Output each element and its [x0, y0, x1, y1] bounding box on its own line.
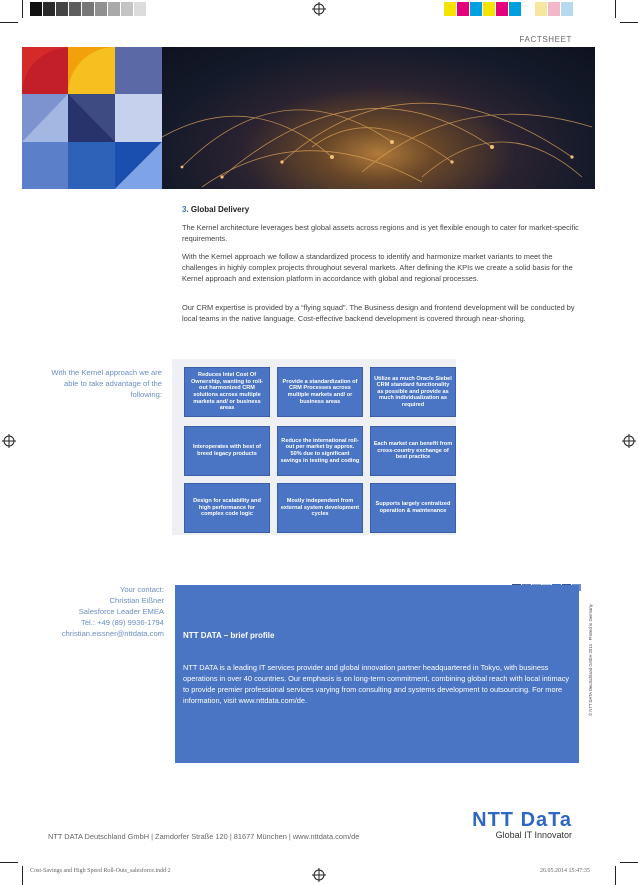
- advantage-box: Utilize as much Oracle Siebel CRM standard functionality as possible and provide as much individualization as required: [370, 367, 456, 417]
- registration-mark-icon: [622, 434, 636, 448]
- advantage-box: Supports largely centralized operation & maintenance: [370, 483, 456, 533]
- copyright-text: © NTT DATA Deutschland GmbH 2014 · Printed in Germany: [588, 604, 593, 716]
- contact-block: [20, 584, 164, 639]
- advantage-box: Reduces Intel Cost Of Ownership, wanting to roll-out harmonized CRM solutions across multiple markets and/ or business areas: [184, 367, 270, 417]
- color-swatch: [43, 2, 56, 16]
- print-slug-timestamp: 26.05.2014 15:47:35: [540, 868, 590, 874]
- color-swatch: [134, 2, 147, 16]
- color-swatch: [496, 2, 509, 16]
- print-color-bar: [30, 2, 147, 16]
- color-swatch: [548, 2, 561, 16]
- color-swatch: [522, 2, 535, 16]
- ntt-data-logo: [472, 810, 572, 840]
- factsheet-label: FACTSHEET: [519, 35, 572, 44]
- advantage-box: Provide a standardization of CRM Processes across multiple markets and/ or business areas: [277, 367, 363, 417]
- section-paragraph: With the Kernel approach we follow a standardized process to identify and harmonize market variants to meet the challenges in highly complex projects throughout several markets. After defining the KPIs we create a solid basis for the Kernel approach and extension platform in accordance with global and regional processes.: [182, 252, 573, 283]
- section-paragraph: Our CRM expertise is provided by a “flying squad”. The Business design and frontend development will be conducted by local teams in the native language. Cost-effective backend development is covered through near-shoring.: [182, 303, 575, 323]
- registration-mark-icon: [312, 2, 326, 16]
- section-title-text: Global Delivery: [190, 205, 250, 214]
- company-profile-panel: [175, 585, 579, 763]
- color-swatch: [509, 2, 522, 16]
- advantages-panel: [172, 359, 456, 535]
- crop-mark: [620, 862, 638, 863]
- registration-mark-icon: [312, 868, 326, 882]
- color-swatch: [470, 2, 483, 16]
- city-network-photo: [162, 47, 595, 189]
- color-swatch: [561, 2, 574, 16]
- color-swatch: [95, 2, 108, 16]
- section-number: 3.: [182, 205, 189, 214]
- logo-wordmark: NTT DaTa: [472, 809, 572, 831]
- contact-phone: Tel.: +49 (89) 9936-1794: [81, 618, 164, 627]
- contact-role: Salesforce Leader EMEA: [78, 607, 164, 616]
- copyright-notice: [584, 596, 596, 716]
- profile-text: NTT DATA is a leading IT services provider and global innovation partner headquartered in Tokyo, with business operations in over 40 countries. Our emphasis is on long-term commitment, combining global reach with local intimacy to provide premier professional services varying from consulting and systems development to outsourcing. For more information, visit www.nttdata.com/de.: [183, 663, 570, 705]
- logo-tagline: Global IT Innovator: [495, 830, 572, 840]
- contact-label: Your contact:: [119, 585, 164, 594]
- color-swatch: [108, 2, 121, 16]
- advantage-box: Mostly independent from external system development cycles: [277, 483, 363, 533]
- crop-mark: [615, 0, 616, 18]
- crop-mark: [0, 22, 18, 23]
- advantage-box: Each market can benefit from cross-country exchange of best practice: [370, 426, 456, 476]
- color-swatch: [121, 2, 134, 16]
- registration-mark-icon: [2, 434, 16, 448]
- color-swatch: [535, 2, 548, 16]
- contact-name: Christian Eißner: [109, 596, 164, 605]
- crop-mark: [22, 0, 23, 18]
- crop-mark: [22, 866, 23, 885]
- contact-email[interactable]: christian.eissner@nttdata.com: [61, 629, 164, 638]
- advantage-box: Interoperates with best of breed legacy products: [184, 426, 270, 476]
- color-swatch: [82, 2, 95, 16]
- color-swatch: [56, 2, 69, 16]
- section-paragraph: The Kernel architecture leverages best global assets across regions and is yet flexible enough to cater for market-specific requirements.: [182, 223, 579, 243]
- color-swatch: [30, 2, 43, 16]
- footer-address: NTT DATA Deutschland GmbH | Zamdorfer Straße 120 | 81677 München | www.nttdata.com/de: [48, 832, 360, 841]
- advantage-box: Design for scalability and high performance for complex code logic: [184, 483, 270, 533]
- color-swatch: [69, 2, 82, 16]
- color-swatch: [483, 2, 496, 16]
- section-title: [182, 205, 249, 214]
- advantage-box: Reduce the international roll-out per market by approx. 50% due to significant savings in testing and coding: [277, 426, 363, 476]
- crop-mark: [0, 862, 18, 863]
- color-swatch: [444, 2, 457, 16]
- color-swatch: [457, 2, 470, 16]
- print-color-bar: [444, 2, 574, 16]
- crop-mark: [620, 22, 638, 23]
- crop-mark: [615, 866, 616, 885]
- print-slug-filename: Cost-Savings and High Speed Roll-Outs_salesforce.indd 2: [30, 868, 171, 874]
- side-note: With the Kernel approach we are able to take advantage of the following:: [51, 368, 162, 399]
- geometric-pattern-graphic: [22, 47, 162, 189]
- profile-title: NTT DATA – brief profile: [183, 631, 275, 640]
